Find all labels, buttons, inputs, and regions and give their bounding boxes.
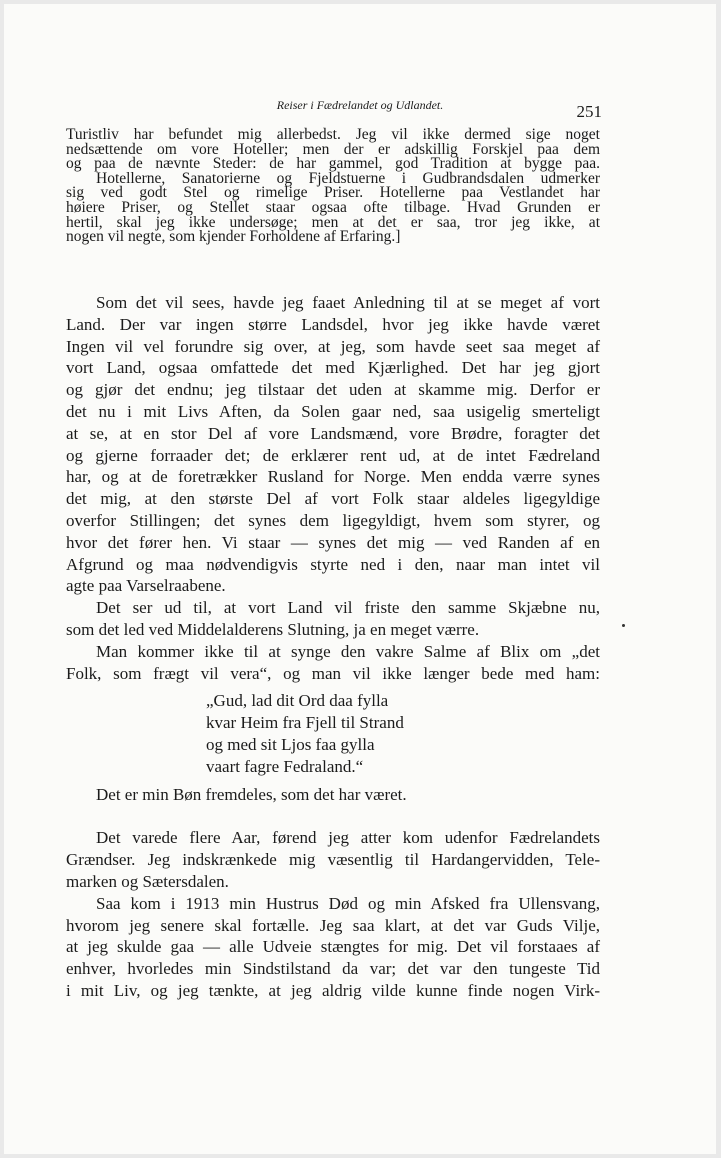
note-line: nedsættende om vore Hoteller; men der er adskillig Forskjel paa dem — [66, 140, 600, 158]
note-line: nogen vil negte, som kjender Forholdene af Erfaring.] — [66, 228, 401, 246]
text-line: Saa kom i 1913 min Hustrus Død og min Afsked fra Ullensvang, — [96, 893, 600, 913]
text-line: overfor Stillingen; det synes dem ligegyldigt, hvem som styrer, og — [66, 510, 600, 530]
verse-line: vaart fagre Fedraland.“ — [206, 756, 364, 776]
note-line: og paa de nævnte Steder: de har gammel, god Tradition at bygge paa. — [66, 155, 600, 173]
text-line: Man kommer ikke til at synge den vakre Salme af Blix om „det — [96, 641, 600, 661]
paragraph-block — [66, 292, 600, 684]
paragraph-gap — [66, 805, 600, 827]
text-line: enhver, hvorledes min Sindstilstand da var; det var den tungeste Tid — [66, 959, 600, 979]
text-line: det nu i mit Livs Aften, da Solen gaar ned, saa usigelig smerteligt — [66, 401, 600, 421]
main-text — [66, 292, 600, 1002]
text-line: som det led ved Middelalderens Slutning, ja en meget værre. — [66, 619, 480, 639]
note-line: høiere Priser, og Stellet staar ogsaa ofte tilbage. Hvad Grunden er — [66, 198, 600, 216]
text-line: Grændser. Jeg indskrænkede mig væsentlig til Hardangervidden, Tele- — [66, 850, 600, 870]
paragraph-block — [66, 827, 600, 1001]
note-line: sig ved godt Stel og rimelige Priser. Hotellerne paa Vestlandet har — [66, 184, 600, 202]
verse-line: kvar Heim fra Fjell til Strand — [206, 713, 404, 733]
text-line: hvorom jeg senere skal fortælle. Jeg saa klart, at det var Guds Vilje, — [66, 915, 600, 935]
note-line: Hotellerne, Sanatorierne og Fjeldstuerne i Gudbrandsdalen udmerker — [96, 169, 600, 187]
text-line: Folk, som frægt vil vera“, og man vil ikke længer bede med ham: — [66, 663, 600, 683]
note-line: Turistliv har befundet mig allerbedst. Jeg vil ikke dermed sige noget — [66, 126, 600, 143]
note-line: hertil, skal jeg ikke undersøge; men at det er saa, tror jeg ikke, at — [66, 213, 600, 231]
text-line: at jeg skulde gaa — alle Udveie stængtes for mig. Det vil forstaaes af — [66, 937, 600, 957]
text-line: Land. Der var ingen større Landsdel, hvor jeg ikke havde været — [66, 314, 600, 334]
hymn-verse — [206, 690, 600, 777]
text-line: Det varede flere Aar, førend jeg atter kom udenfor Fædrelandets — [96, 828, 600, 848]
text-line: Afgrund og maa nødvendigvis styrte ned i den, naar man intet vil — [66, 554, 600, 574]
book-page — [4, 4, 716, 1154]
text-line: Det ser ud til, at vort Land vil friste den samme Skjæbne nu, — [96, 598, 600, 618]
text-line: Som det vil sees, havde jeg faaet Anledning til at se meget af vort — [96, 293, 600, 312]
ink-speck — [622, 624, 625, 627]
text-line: har, og at de foretrækker Rusland for Norge. Men endda værre synes — [66, 467, 600, 487]
text-line: agte paa Varselraabene. — [66, 576, 226, 596]
text-line: Ingen vil vel forundre sig over, at jeg, som havde seet saa meget af — [66, 336, 600, 356]
footnote-block — [66, 128, 600, 245]
page-number: 251 — [576, 102, 602, 121]
text-line: hvor det fører hen. Vi staar — synes det mig — ved Randen af en — [66, 532, 600, 552]
text-line: i mit Liv, og jeg tænkte, at jeg aldrig vilde kunne finde nogen Virk- — [66, 980, 600, 1000]
text-line: det mig, at den største Del af vort Folk staar aldeles ligegyldige — [66, 489, 600, 509]
text-line: og gjør det endnu; jeg tilstaar det uden at skamme mig. Derfor er — [66, 380, 600, 400]
running-head: Reiser i Fædrelandet og Udlandet. — [276, 98, 444, 112]
text-line: vort Land, ogsaa omfattede det med Kjærlighed. Det har jeg gjort — [66, 358, 600, 378]
verse-line: og med sit Ljos faa gylla — [206, 734, 375, 754]
text-line: marken og Sætersdalen. — [66, 871, 229, 891]
closing-line: Det er min Bøn fremdeles, som det har været. — [96, 784, 407, 804]
text-line: at se, at en stor Del af vore Landsmænd, vore Brødre, foragter det — [66, 423, 600, 443]
text-line: og gjerne forraader det; de erklærer rent ud, at de intet Fædreland — [66, 445, 600, 465]
verse-line: „Gud, lad dit Ord daa fylla — [206, 691, 389, 711]
